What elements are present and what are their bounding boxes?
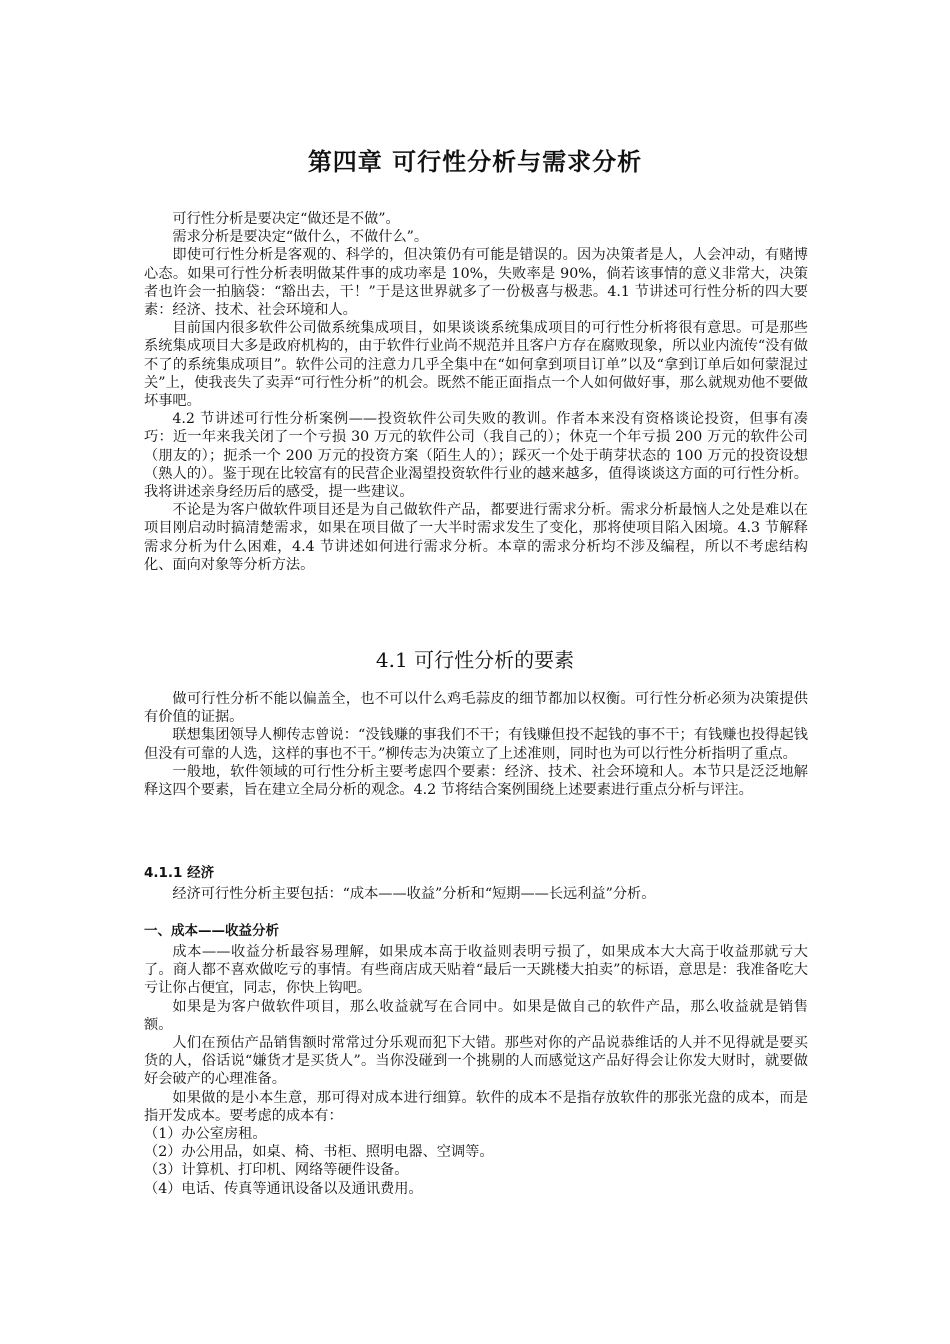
chapter-title: 第四章 可行性分析与需求分析	[307, 148, 643, 176]
intro-paragraph: 即使可行性分析是客观的、科学的，但决策仍有可能是错误的。因为决策者是人，人会冲动，有赌博心态。如果可行性分析表明做某件事的成功率是 10%，失败率是 90%，倘若该事情的意义非常大，决策者也许会一拍脑袋：“豁出去，干！”于是这世界就多了一份极喜与极悲。4.1 节讲述可行性分析的四大要素：经济、技术、社会环境和人。	[144, 247, 808, 319]
cost-paragraph: 成本——收益分析最容易理解，如果成本高于收益则表明亏损了，如果成本大大高于收益那就亏大了。商人都不喜欢做吃亏的事情。有些商店成天贴着“最后一天跳楼大拍卖”的标语，意思是：我准备吃大亏让你占便宜，同志，你快上钩吧。	[144, 944, 808, 997]
cost-list-item: （1）办公室房租。	[144, 1126, 267, 1143]
cost-paragraph: 如果做的是小本生意，那可得对成本进行细算。软件的成本不是指存放软件的那张光盘的成本，而是指开发成本。要考虑的成本有：	[144, 1089, 808, 1124]
section-paragraph: 联想集团领导人柳传志曾说：“没钱赚的事我们不干；有钱赚但投不起钱的事不干；有钱赚也投得起钱但没有可靠的人选，这样的事也不干。”柳传志为决策立了上述准则，同时也为可以行性分析指明了重点。	[144, 727, 808, 762]
cost-paragraph: 如果是为客户做软件项目，那么收益就写在合同中。如果是做自己的软件产品，那么收益就是销售额。	[144, 998, 808, 1033]
intro-section	[144, 210, 808, 574]
section-title: 4.1 可行性分析的要素	[375, 648, 575, 672]
section-paragraph: 做可行性分析不能以偏盖全，也不可以什么鸡毛蒜皮的细节都加以权衡。可行性分析必须为决策提供有价值的证据。	[144, 691, 808, 726]
subsection-paragraph: 经济可行性分析主要包括：“成本——收益”分析和“短期——长远利益”分析。	[172, 886, 656, 902]
intro-paragraph: 需求分析是要决定“做什么，不做什么”。	[172, 229, 429, 246]
section-4-1-body	[144, 690, 808, 799]
subsection-heading: 4.1.1 经济	[144, 865, 215, 881]
section-paragraph: 一般地，软件领域的可行性分析主要考虑四个要素：经济、技术、社会环境和人。本节只是泛泛地解释这四个要素，旨在建立全局分析的观念。4.2 节将结合案例围绕上述要素进行重点分析与评注。	[144, 763, 808, 799]
cost-paragraph: 人们在预估产品销售额时常常过分乐观而犯下大错。那些对你的产品说恭维话的人并不见得就是要买货的人，俗话说“嫌货才是买货人”。当你没碰到一个挑剔的人而感觉这产品好得会让你发大财时，就要做好会破产的心理准备。	[144, 1035, 808, 1088]
cost-list-item: （3）计算机、打印机、网络等硬件设备。	[144, 1162, 409, 1179]
intro-paragraph: 可行性分析是要决定“做还是不做”。	[172, 211, 400, 227]
intro-paragraph: 4.2 节讲述可行性分析案例——投资软件公司失败的教训。作者本来没有资格谈论投资，但事有凑巧：近一年来我关闭了一个亏损 30 万元的软件公司（我自己的）；休克一个年亏损 200 万元的软件公司（朋友的）；扼杀一个 200 万元的投资方案（陌生人的）；踩灭一个处于萌芽状态的 100 万元的投资设想（熟人的）。鉴于现在比较富有的民营企业渴望投资软件行业的越来越多，值得谈谈这方面的可行性分析。我将讲述亲身经历后的感受，提一些建议。	[144, 411, 808, 501]
subsection-intro	[144, 885, 808, 903]
intro-paragraph: 不论是为客户做软件项目还是为自己做软件产品，都要进行需求分析。需求分析最恼人之处是难以在项目刚启动时搞清楚需求，如果在项目做了一大半时需求发生了变化，那将使项目陷入困境。4.3 节解释需求分析为什么困难，4.4 节讲述如何进行需求分析。本章的需求分析均不涉及编程，所以不考虑结构化、面向对象等分析方法。	[144, 502, 808, 573]
cost-list-item: （4）电话、传真等通讯设备以及通讯费用。	[144, 1180, 423, 1197]
cost-benefit-heading: 一、成本——收益分析	[144, 923, 279, 939]
cost-list-item: （2）办公用品，如桌、椅、书柜、照明电器、空调等。	[144, 1144, 494, 1161]
cost-benefit-body	[144, 943, 808, 1198]
intro-paragraph: 目前国内很多软件公司做系统集成项目，如果谈谈系统集成项目的可行性分析将很有意思。可是那些系统集成项目大多是政府机构的，由于软件行业尚不规范并且客户方存在腐败现象，所以业内流传“没有做不了的系统集成项目”。软件公司的注意力几乎全集中在“如何拿到项目订单”以及“拿到订单后如何蒙混过关”上，使我丧失了卖弄“可行性分析”的机会。既然不能正面指点一个人如何做好事，那么就规劝他不要做坏事吧。	[144, 320, 808, 410]
